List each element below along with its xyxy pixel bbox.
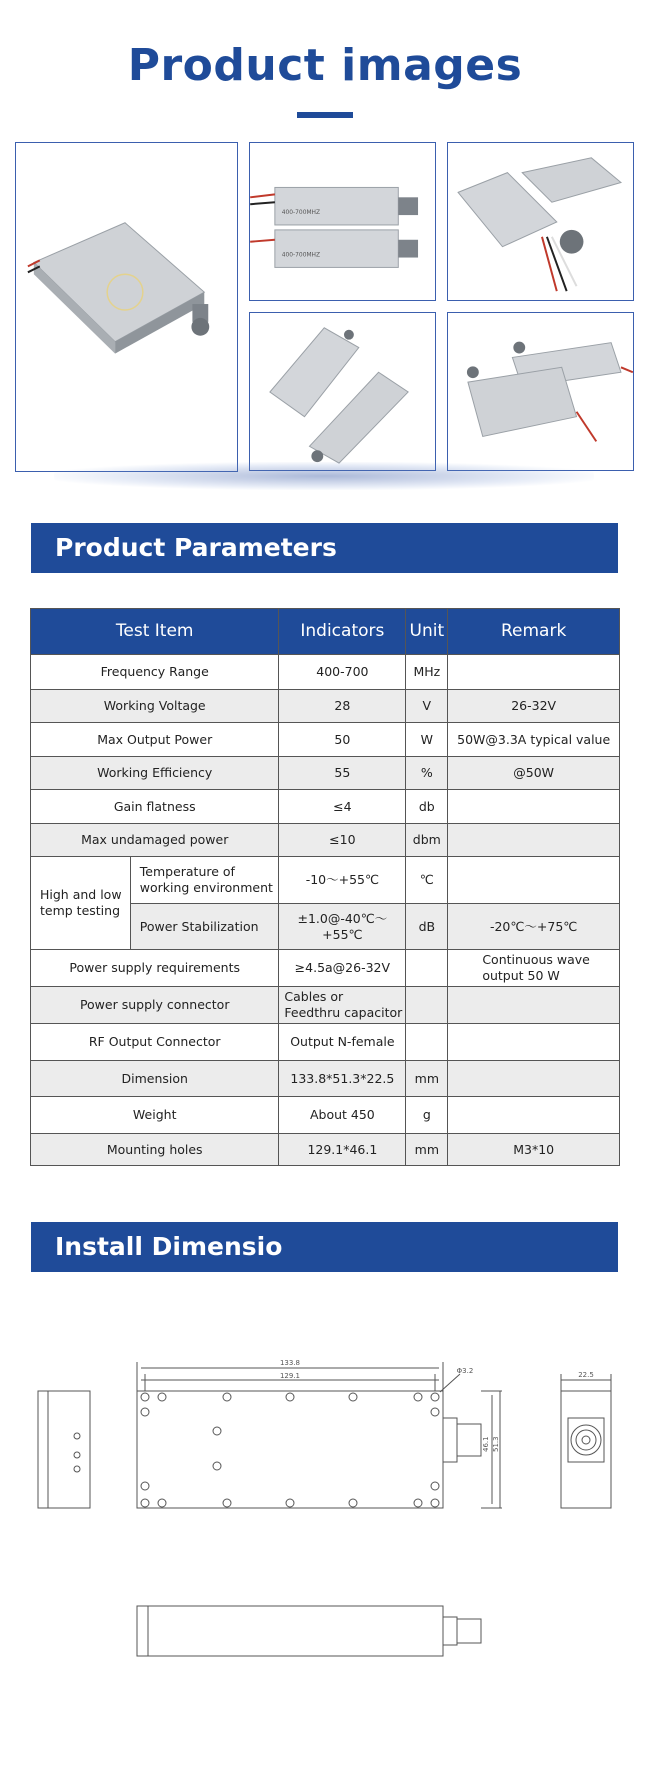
cell-remark [448,824,620,857]
cell-indicator: ≥4.5a@26-32V [279,950,406,987]
header-test-item: Test Item [31,609,279,655]
dim-width-inner: 46.1 [482,1436,490,1452]
cell-remark [448,1097,620,1134]
dim-width-outer: 51.3 [492,1436,500,1452]
cell-remark: M3*10 [448,1134,620,1166]
table-row [31,655,620,690]
product-photo-parallel [447,312,634,471]
cell-remark: 50W@3.3A typical value [448,723,620,757]
side-view [137,1606,481,1656]
table-header-row [31,609,620,655]
product-photo-pair-stacked [249,142,436,301]
cell-item: Power supply requirements [31,950,279,987]
title-underline [297,112,353,118]
cell-unit: dbm [406,824,448,857]
header-indicators: Indicators [279,609,406,655]
section-heading-install: Install Dimensio [31,1222,618,1272]
dim-height: 22.5 [578,1371,594,1379]
module-label-bottom: 400-700MHZ [281,252,321,259]
cell-unit: % [406,757,448,790]
header-unit: Unit [406,609,448,655]
section-heading-parameters: Product Parameters [31,523,618,573]
cell-item: Working Voltage [31,690,279,723]
cell-item: Weight [31,1097,279,1134]
product-photo-pair-angled [447,142,634,301]
dim-hole-diameter: Φ3.2 [456,1367,474,1375]
cell-remark [448,1024,620,1061]
cell-remark [448,790,620,824]
table-row [31,1134,620,1166]
cell-indicator: 129.1*46.1 [279,1134,406,1166]
cell-indicator: About 450 [279,1097,406,1134]
cell-item: Gain flatness [31,790,279,824]
module-label-top: 400-700MHZ [281,210,321,217]
cell-item: Mounting holes [31,1134,279,1166]
end-view-right [561,1371,611,1508]
cell-remark: @50W [448,757,620,790]
amplifier-pair-image [250,143,435,300]
cell-unit: mm [406,1061,448,1097]
cell-unit: mm [406,1134,448,1166]
table-row [31,987,620,1024]
cell-subitem: Temperature of working environment [130,857,279,904]
cell-remark [448,1061,620,1097]
cell-indicator: -10～+55℃ [279,857,406,904]
cell-item: Working Efficiency [31,757,279,790]
cell-remark: Continuous wave output 50 W [448,950,620,987]
parameters-table [30,608,620,1166]
cell-indicator: Output N-female [279,1024,406,1061]
install-dimension-drawing [0,1270,650,1770]
cell-unit [406,1024,448,1061]
table-row [31,857,620,904]
dim-overall-length: 133.8 [279,1359,301,1367]
cell-indicator: 28 [279,690,406,723]
header-remark: Remark [448,609,620,655]
cell-group-label: High and low temp testing [31,857,131,950]
amplifier-module-image [16,143,237,471]
cell-unit: W [406,723,448,757]
product-photo-main [15,142,238,472]
cell-unit: MHz [406,655,448,690]
cell-remark [448,857,620,904]
cell-subitem: Power Stabilization [130,904,279,950]
table-row [31,950,620,987]
cell-remark [448,987,620,1024]
cell-unit: g [406,1097,448,1134]
cell-unit: db [406,790,448,824]
cell-unit: ℃ [406,857,448,904]
cell-unit: V [406,690,448,723]
cell-item: RF Output Connector [31,1024,279,1061]
cell-remark: -20℃～+75℃ [448,904,620,950]
photo-shadow [54,462,594,490]
table-row [31,1024,620,1061]
cell-indicator: 50 [279,723,406,757]
top-view [137,1359,502,1508]
cell-remark [448,655,620,690]
cell-unit [406,987,448,1024]
cell-indicator: 400-700 [279,655,406,690]
cell-remark: 26-32V [448,690,620,723]
cell-indicator: 133.8*51.3*22.5 [279,1061,406,1097]
page-title: Product images [127,40,523,91]
cell-unit [406,950,448,987]
cell-item: Max Output Power [31,723,279,757]
table-row [31,824,620,857]
cell-indicator: ≤4 [279,790,406,824]
table-row [31,790,620,824]
cell-unit: dB [406,904,448,950]
cell-indicator: ≤10 [279,824,406,857]
cell-indicator: 55 [279,757,406,790]
table-row [31,757,620,790]
table-row [31,1061,620,1097]
cell-item: Power supply connector [31,987,279,1024]
dim-hole-spacing: 129.1 [279,1372,301,1380]
end-view-left [38,1391,90,1508]
table-row [31,723,620,757]
cell-item: Max undamaged power [31,824,279,857]
cell-indicator: ±1.0@-40℃～+55℃ [279,904,406,950]
cell-item: Dimension [31,1061,279,1097]
table-row [31,1097,620,1134]
cell-indicator: Cables or Feedthru capacitor [279,987,406,1024]
product-photo-diagonal [249,312,436,471]
cell-item: Frequency Range [31,655,279,690]
table-row [31,690,620,723]
